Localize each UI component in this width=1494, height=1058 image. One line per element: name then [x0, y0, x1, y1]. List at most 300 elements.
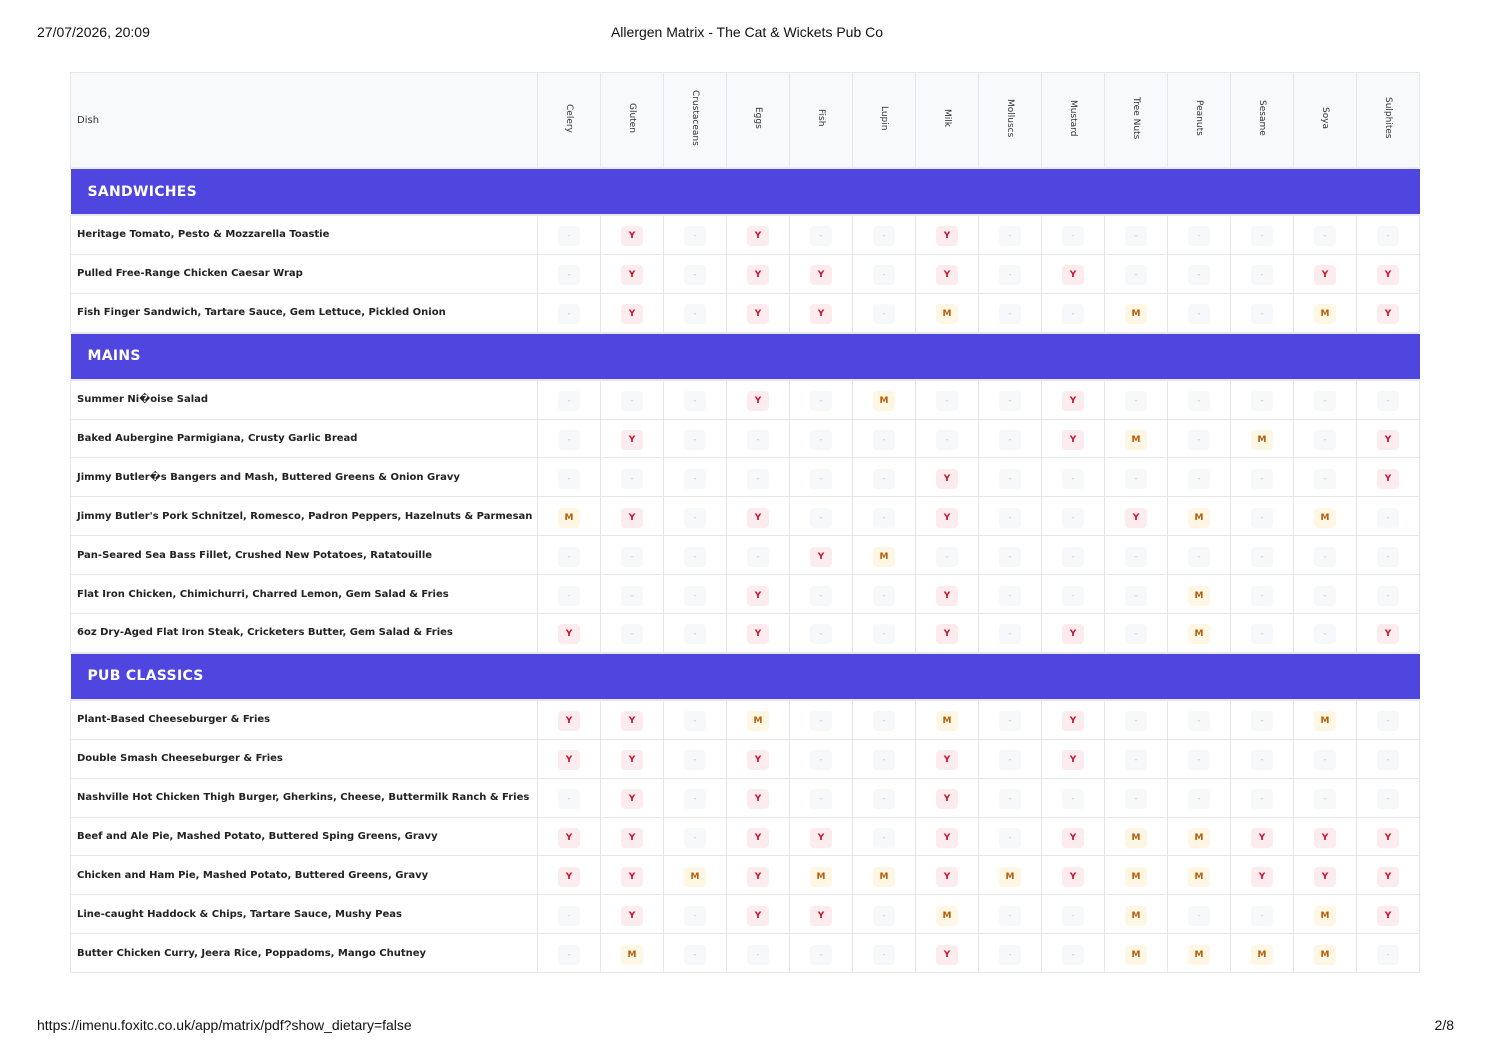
allergen-cell	[727, 536, 790, 575]
contains-badge: Y	[1377, 265, 1399, 285]
header-row	[71, 73, 1420, 169]
none-badge: -	[1125, 586, 1147, 606]
allergen-cell	[1042, 895, 1105, 934]
allergen-cell	[853, 293, 916, 332]
allergen-cell	[1294, 856, 1357, 895]
allergen-cell	[1105, 575, 1168, 614]
none-badge: -	[1251, 265, 1273, 285]
contains-badge: Y	[936, 624, 958, 644]
allergen-cell	[1357, 536, 1420, 575]
none-badge: -	[810, 711, 832, 731]
allergen-cell	[1168, 739, 1231, 778]
allergen-cell	[1357, 254, 1420, 293]
allergen-header-label: Sulphites	[1383, 97, 1393, 139]
none-badge: -	[1377, 945, 1399, 965]
may-contain-badge: M	[1251, 945, 1273, 965]
allergen-cell	[1294, 614, 1357, 653]
may-contain-badge: M	[1251, 430, 1273, 450]
none-badge: -	[1251, 304, 1273, 324]
allergen-cell	[538, 575, 601, 614]
contains-badge: Y	[936, 867, 958, 887]
allergen-cell	[601, 817, 664, 856]
none-badge: -	[1062, 547, 1084, 567]
contains-badge: Y	[747, 391, 769, 411]
table-row	[71, 536, 1420, 575]
none-badge: -	[1188, 547, 1210, 567]
allergen-header-label: Celery	[564, 103, 574, 133]
allergen-cell	[1168, 536, 1231, 575]
none-badge: -	[999, 391, 1021, 411]
may-contain-badge: M	[1188, 586, 1210, 606]
allergen-cell	[916, 215, 979, 254]
contains-badge: Y	[936, 469, 958, 489]
none-badge: -	[873, 226, 895, 246]
table-row	[71, 895, 1420, 934]
none-badge: -	[873, 508, 895, 528]
contains-badge: Y	[1125, 508, 1147, 528]
contains-badge: Y	[621, 265, 643, 285]
allergen-cell	[538, 700, 601, 739]
allergen-cell	[1294, 380, 1357, 419]
contains-badge: Y	[936, 226, 958, 246]
none-badge: -	[936, 430, 958, 450]
allergen-cell	[664, 419, 727, 458]
allergen-cell	[1294, 497, 1357, 536]
allergen-cell	[727, 575, 790, 614]
may-contain-badge: M	[1188, 828, 1210, 848]
allergen-cell	[1042, 778, 1105, 817]
allergen-cell	[601, 739, 664, 778]
allergen-cell	[1042, 458, 1105, 497]
none-badge: -	[621, 469, 643, 489]
dish-name: Baked Aubergine Parmigiana, Crusty Garlic Bread	[71, 419, 538, 458]
contains-badge: Y	[1377, 906, 1399, 926]
allergen-cell	[727, 458, 790, 497]
allergen-cell	[1294, 458, 1357, 497]
contains-badge: Y	[810, 906, 832, 926]
allergen-header	[916, 73, 979, 169]
allergen-header-label: Mustard	[1068, 99, 1078, 137]
none-badge: -	[1314, 226, 1336, 246]
contains-badge: Y	[558, 624, 580, 644]
allergen-cell	[790, 739, 853, 778]
none-badge: -	[999, 547, 1021, 567]
table-row	[71, 614, 1420, 653]
contains-badge: Y	[936, 265, 958, 285]
contains-badge: Y	[810, 547, 832, 567]
may-contain-badge: M	[810, 867, 832, 887]
dish-name: Chicken and Ham Pie, Mashed Potato, Buttered Greens, Gravy	[71, 856, 538, 895]
table-row	[71, 778, 1420, 817]
allergen-header-label: Peanuts	[1194, 100, 1204, 136]
contains-badge: Y	[1314, 828, 1336, 848]
allergen-matrix-table	[70, 72, 1420, 973]
none-badge: -	[873, 265, 895, 285]
allergen-cell	[1231, 575, 1294, 614]
allergen-cell	[538, 895, 601, 934]
none-badge: -	[1377, 711, 1399, 731]
dish-name: Fish Finger Sandwich, Tartare Sauce, Gem Lettuce, Pickled Onion	[71, 293, 538, 332]
allergen-cell	[790, 380, 853, 419]
none-badge: -	[873, 789, 895, 809]
may-contain-badge: M	[936, 711, 958, 731]
allergen-cell	[979, 856, 1042, 895]
none-badge: -	[999, 586, 1021, 606]
allergen-cell	[1168, 215, 1231, 254]
allergen-cell	[1168, 380, 1231, 419]
allergen-cell	[916, 700, 979, 739]
may-contain-badge: M	[999, 867, 1021, 887]
allergen-cell	[916, 778, 979, 817]
allergen-cell	[853, 215, 916, 254]
allergen-cell	[1294, 700, 1357, 739]
allergen-cell	[853, 254, 916, 293]
allergen-cell	[664, 380, 727, 419]
allergen-cell	[853, 778, 916, 817]
contains-badge: Y	[558, 828, 580, 848]
dish-name: Beef and Ale Pie, Mashed Potato, Buttered Sping Greens, Gravy	[71, 817, 538, 856]
none-badge: -	[1377, 789, 1399, 809]
none-badge: -	[810, 945, 832, 965]
allergen-cell	[601, 700, 664, 739]
allergen-cell	[853, 458, 916, 497]
may-contain-badge: M	[558, 508, 580, 528]
table-row	[71, 856, 1420, 895]
matrix-body	[71, 168, 1420, 973]
may-contain-badge: M	[936, 906, 958, 926]
none-badge: -	[873, 711, 895, 731]
may-contain-badge: M	[873, 547, 895, 567]
may-contain-badge: M	[1125, 906, 1147, 926]
allergen-header-label: Milk	[942, 109, 952, 127]
allergen-cell	[1357, 895, 1420, 934]
allergen-cell	[1357, 458, 1420, 497]
none-badge: -	[1314, 469, 1336, 489]
allergen-cell	[790, 817, 853, 856]
dish-name: Jimmy Butler�s Bangers and Mash, Buttered Greens & Onion Gravy	[71, 458, 538, 497]
allergen-cell	[790, 895, 853, 934]
contains-badge: Y	[621, 711, 643, 731]
allergen-cell	[538, 614, 601, 653]
allergen-cell	[538, 380, 601, 419]
allergen-cell	[601, 934, 664, 973]
contains-badge: Y	[1377, 624, 1399, 644]
allergen-cell	[979, 536, 1042, 575]
allergen-header-label: Gluten	[627, 103, 637, 133]
allergen-cell	[1105, 380, 1168, 419]
table-row	[71, 458, 1420, 497]
may-contain-badge: M	[1314, 906, 1336, 926]
none-badge: -	[684, 945, 706, 965]
none-badge: -	[810, 469, 832, 489]
allergen-cell	[853, 700, 916, 739]
allergen-cell	[538, 739, 601, 778]
contains-badge: Y	[747, 265, 769, 285]
allergen-cell	[1168, 778, 1231, 817]
allergen-cell	[916, 575, 979, 614]
table-row	[71, 215, 1420, 254]
allergen-cell	[1042, 817, 1105, 856]
allergen-cell	[790, 458, 853, 497]
none-badge: -	[810, 789, 832, 809]
allergen-cell	[1231, 215, 1294, 254]
contains-badge: Y	[1377, 867, 1399, 887]
allergen-cell	[979, 739, 1042, 778]
allergen-cell	[601, 895, 664, 934]
none-badge: -	[999, 469, 1021, 489]
none-badge: -	[1377, 547, 1399, 567]
allergen-cell	[601, 778, 664, 817]
none-badge: -	[1188, 304, 1210, 324]
none-badge: -	[1062, 789, 1084, 809]
allergen-header-label: Soya	[1320, 106, 1330, 130]
allergen-cell	[916, 614, 979, 653]
may-contain-badge: M	[747, 711, 769, 731]
contains-badge: Y	[1377, 828, 1399, 848]
allergen-cell	[727, 380, 790, 419]
allergen-cell	[853, 739, 916, 778]
allergen-cell	[790, 614, 853, 653]
allergen-cell	[1105, 739, 1168, 778]
none-badge: -	[1314, 750, 1336, 770]
none-badge: -	[1251, 711, 1273, 731]
allergen-cell	[538, 215, 601, 254]
allergen-cell	[790, 536, 853, 575]
allergen-header-label: Fish	[816, 109, 826, 127]
none-badge: -	[1125, 469, 1147, 489]
none-badge: -	[684, 391, 706, 411]
allergen-cell	[1105, 293, 1168, 332]
contains-badge: Y	[1062, 265, 1084, 285]
section-title: MAINS	[71, 333, 1420, 380]
none-badge: -	[1314, 430, 1336, 450]
allergen-cell	[601, 497, 664, 536]
may-contain-badge: M	[1125, 304, 1147, 324]
contains-badge: Y	[1251, 867, 1273, 887]
none-badge: -	[1062, 945, 1084, 965]
allergen-cell	[1357, 817, 1420, 856]
may-contain-badge: M	[1188, 945, 1210, 965]
none-badge: -	[999, 430, 1021, 450]
table-row	[71, 934, 1420, 973]
contains-badge: Y	[747, 750, 769, 770]
allergen-header	[1168, 73, 1231, 169]
none-badge: -	[1062, 906, 1084, 926]
none-badge: -	[1314, 586, 1336, 606]
dish-name: Nashville Hot Chicken Thigh Burger, Gherkins, Cheese, Buttermilk Ranch & Fries	[71, 778, 538, 817]
may-contain-badge: M	[1125, 945, 1147, 965]
none-badge: -	[621, 547, 643, 567]
none-badge: -	[1314, 547, 1336, 567]
section-title: PUB CLASSICS	[71, 653, 1420, 700]
section-title: SANDWICHES	[71, 168, 1420, 215]
allergen-cell	[664, 536, 727, 575]
none-badge: -	[684, 624, 706, 644]
none-badge: -	[810, 750, 832, 770]
allergen-cell	[1105, 856, 1168, 895]
allergen-header	[664, 73, 727, 169]
none-badge: -	[558, 265, 580, 285]
none-badge: -	[936, 547, 958, 567]
contains-badge: Y	[621, 304, 643, 324]
contains-badge: Y	[810, 265, 832, 285]
dish-name: Plant-Based Cheeseburger & Fries	[71, 700, 538, 739]
allergen-header	[1357, 73, 1420, 169]
table-row	[71, 739, 1420, 778]
allergen-cell	[727, 856, 790, 895]
allergen-cell	[727, 817, 790, 856]
allergen-cell	[1168, 575, 1231, 614]
none-badge: -	[873, 304, 895, 324]
allergen-cell	[1042, 380, 1105, 419]
contains-badge: Y	[1314, 265, 1336, 285]
none-badge: -	[1188, 789, 1210, 809]
table-row	[71, 497, 1420, 536]
contains-badge: Y	[1062, 750, 1084, 770]
contains-badge: Y	[558, 711, 580, 731]
allergen-header	[601, 73, 664, 169]
none-badge: -	[1188, 906, 1210, 926]
contains-badge: Y	[747, 789, 769, 809]
allergen-cell	[1231, 293, 1294, 332]
allergen-cell	[664, 817, 727, 856]
allergen-cell	[979, 934, 1042, 973]
allergen-cell	[853, 536, 916, 575]
allergen-cell	[727, 419, 790, 458]
allergen-cell	[1231, 536, 1294, 575]
allergen-cell	[790, 497, 853, 536]
dish-name: Line-caught Haddock & Chips, Tartare Sauce, Mushy Peas	[71, 895, 538, 934]
allergen-cell	[1231, 497, 1294, 536]
allergen-cell	[979, 215, 1042, 254]
none-badge: -	[558, 547, 580, 567]
allergen-cell	[538, 536, 601, 575]
contains-badge: Y	[621, 867, 643, 887]
allergen-cell	[853, 817, 916, 856]
table-row	[71, 254, 1420, 293]
allergen-cell	[790, 293, 853, 332]
may-contain-badge: M	[1125, 828, 1147, 848]
none-badge: -	[1251, 789, 1273, 809]
contains-badge: Y	[621, 789, 643, 809]
allergen-cell	[1231, 419, 1294, 458]
contains-badge: Y	[936, 945, 958, 965]
allergen-cell	[1042, 856, 1105, 895]
none-badge: -	[1188, 265, 1210, 285]
allergen-cell	[1042, 700, 1105, 739]
contains-badge: Y	[558, 750, 580, 770]
contains-badge: Y	[1062, 391, 1084, 411]
allergen-header	[853, 73, 916, 169]
contains-badge: Y	[747, 828, 769, 848]
allergen-cell	[1231, 856, 1294, 895]
contains-badge: Y	[810, 828, 832, 848]
may-contain-badge: M	[936, 304, 958, 324]
none-badge: -	[810, 586, 832, 606]
none-badge: -	[873, 945, 895, 965]
none-badge: -	[558, 586, 580, 606]
allergen-cell	[853, 380, 916, 419]
allergen-cell	[790, 700, 853, 739]
none-badge: -	[747, 430, 769, 450]
none-badge: -	[1125, 624, 1147, 644]
allergen-cell	[1105, 419, 1168, 458]
dish-column-header: Dish	[71, 73, 538, 169]
allergen-cell	[1231, 895, 1294, 934]
allergen-cell	[1294, 934, 1357, 973]
allergen-cell	[601, 419, 664, 458]
allergen-cell	[916, 254, 979, 293]
allergen-cell	[538, 419, 601, 458]
allergen-cell	[979, 778, 1042, 817]
allergen-cell	[1042, 215, 1105, 254]
allergen-cell	[1042, 419, 1105, 458]
allergen-header	[727, 73, 790, 169]
allergen-cell	[601, 536, 664, 575]
allergen-cell	[1168, 817, 1231, 856]
allergen-cell	[979, 817, 1042, 856]
allergen-cell	[1105, 700, 1168, 739]
allergen-cell	[1042, 254, 1105, 293]
none-badge: -	[558, 304, 580, 324]
allergen-cell	[1105, 497, 1168, 536]
allergen-cell	[538, 254, 601, 293]
none-badge: -	[999, 265, 1021, 285]
none-badge: -	[1188, 750, 1210, 770]
contains-badge: Y	[1314, 867, 1336, 887]
allergen-cell	[1357, 700, 1420, 739]
none-badge: -	[558, 945, 580, 965]
allergen-cell	[601, 215, 664, 254]
allergen-cell	[727, 778, 790, 817]
dish-name: Double Smash Cheeseburger & Fries	[71, 739, 538, 778]
allergen-cell	[664, 700, 727, 739]
allergen-header	[979, 73, 1042, 169]
allergen-cell	[1231, 700, 1294, 739]
may-contain-badge: M	[684, 867, 706, 887]
allergen-cell	[1357, 856, 1420, 895]
may-contain-badge: M	[1314, 508, 1336, 528]
allergen-cell	[1231, 254, 1294, 293]
allergen-cell	[664, 778, 727, 817]
allergen-cell	[1105, 895, 1168, 934]
allergen-cell	[1168, 700, 1231, 739]
allergen-cell	[1357, 497, 1420, 536]
allergen-cell	[664, 293, 727, 332]
none-badge: -	[1125, 547, 1147, 567]
allergen-cell	[979, 458, 1042, 497]
none-badge: -	[684, 508, 706, 528]
page-number: 2/8	[1434, 1017, 1454, 1033]
may-contain-badge: M	[1125, 867, 1147, 887]
none-badge: -	[999, 789, 1021, 809]
none-badge: -	[1251, 906, 1273, 926]
may-contain-badge: M	[1188, 624, 1210, 644]
allergen-cell	[1042, 934, 1105, 973]
allergen-cell	[916, 419, 979, 458]
may-contain-badge: M	[873, 391, 895, 411]
none-badge: -	[810, 508, 832, 528]
dish-name: 6oz Dry-Aged Flat Iron Steak, Cricketers Butter, Gem Salad & Fries	[71, 614, 538, 653]
none-badge: -	[1125, 789, 1147, 809]
allergen-cell	[1357, 934, 1420, 973]
allergen-cell	[790, 215, 853, 254]
table-row	[71, 419, 1420, 458]
allergen-cell	[916, 817, 979, 856]
table-row	[71, 380, 1420, 419]
dish-name: Jimmy Butler's Pork Schnitzel, Romesco, Padron Peppers, Hazelnuts & Parmesan	[71, 497, 538, 536]
contains-badge: Y	[747, 867, 769, 887]
